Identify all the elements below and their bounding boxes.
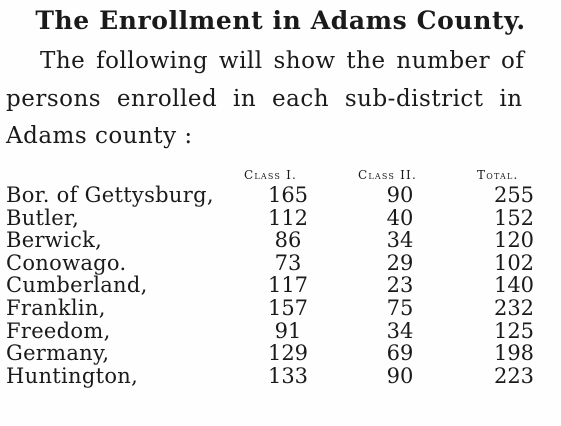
row-name: Cumberland, — [6, 273, 148, 298]
header-class-1: Class I. — [244, 168, 298, 182]
row-name: Huntington, — [6, 363, 139, 388]
row-class-2: 75 — [386, 295, 414, 320]
row-class-1: 73 — [274, 250, 302, 275]
row-class-1: 165 — [267, 183, 309, 207]
row-name: Conowago. — [6, 250, 127, 275]
row-class-2: 34 — [386, 318, 414, 343]
row-total: 223 — [493, 363, 535, 388]
row-class-2: 90 — [386, 183, 414, 207]
row-class-1: 133 — [267, 363, 309, 388]
table-row — [6, 252, 554, 275]
row-class-2: 29 — [386, 250, 414, 275]
enrollment-table — [6, 164, 554, 387]
row-total: 232 — [493, 295, 535, 320]
row-total: 140 — [493, 273, 535, 298]
row-class-2: 23 — [386, 273, 414, 298]
header-total: Total. — [477, 168, 519, 182]
row-total: 255 — [493, 183, 535, 207]
headline: The Enrollment in Adams County. — [35, 6, 526, 35]
row-class-2: 40 — [386, 205, 414, 230]
table-row — [6, 184, 554, 207]
row-total: 125 — [493, 318, 535, 343]
paragraph-line-3: Adams county : — [6, 123, 193, 149]
row-class-2: 34 — [386, 228, 414, 253]
row-class-1: 117 — [267, 273, 309, 298]
row-class-1: 157 — [267, 295, 309, 320]
header-class-2: Class II. — [358, 168, 418, 182]
table-row — [6, 297, 554, 320]
table-row — [6, 365, 554, 388]
row-name: Berwick, — [6, 228, 103, 253]
table-row — [6, 229, 554, 252]
row-class-1: 112 — [267, 205, 309, 230]
row-name: Germany, — [6, 341, 110, 366]
row-total: 152 — [493, 205, 535, 230]
row-total: 102 — [493, 250, 535, 275]
row-class-1: 91 — [274, 318, 302, 343]
row-name: Bor. of Gettysburg, — [6, 183, 214, 207]
row-name: Butler, — [6, 205, 80, 230]
table-row — [6, 320, 554, 343]
row-name: Franklin, — [6, 295, 106, 320]
row-class-2: 69 — [386, 341, 414, 366]
table-row — [6, 342, 554, 365]
table-row — [6, 207, 554, 230]
row-total: 198 — [493, 341, 535, 366]
paragraph-line-1: The following will show the number of — [40, 48, 525, 74]
row-class-2: 90 — [386, 363, 414, 388]
table-row — [6, 274, 554, 297]
paragraph-line-2: persons enrolled in each sub-district in — [6, 86, 523, 112]
row-class-1: 129 — [267, 341, 309, 366]
row-name: Freedom, — [6, 318, 111, 343]
row-total: 120 — [493, 228, 535, 253]
table-header — [6, 164, 554, 184]
row-class-1: 86 — [274, 228, 302, 253]
